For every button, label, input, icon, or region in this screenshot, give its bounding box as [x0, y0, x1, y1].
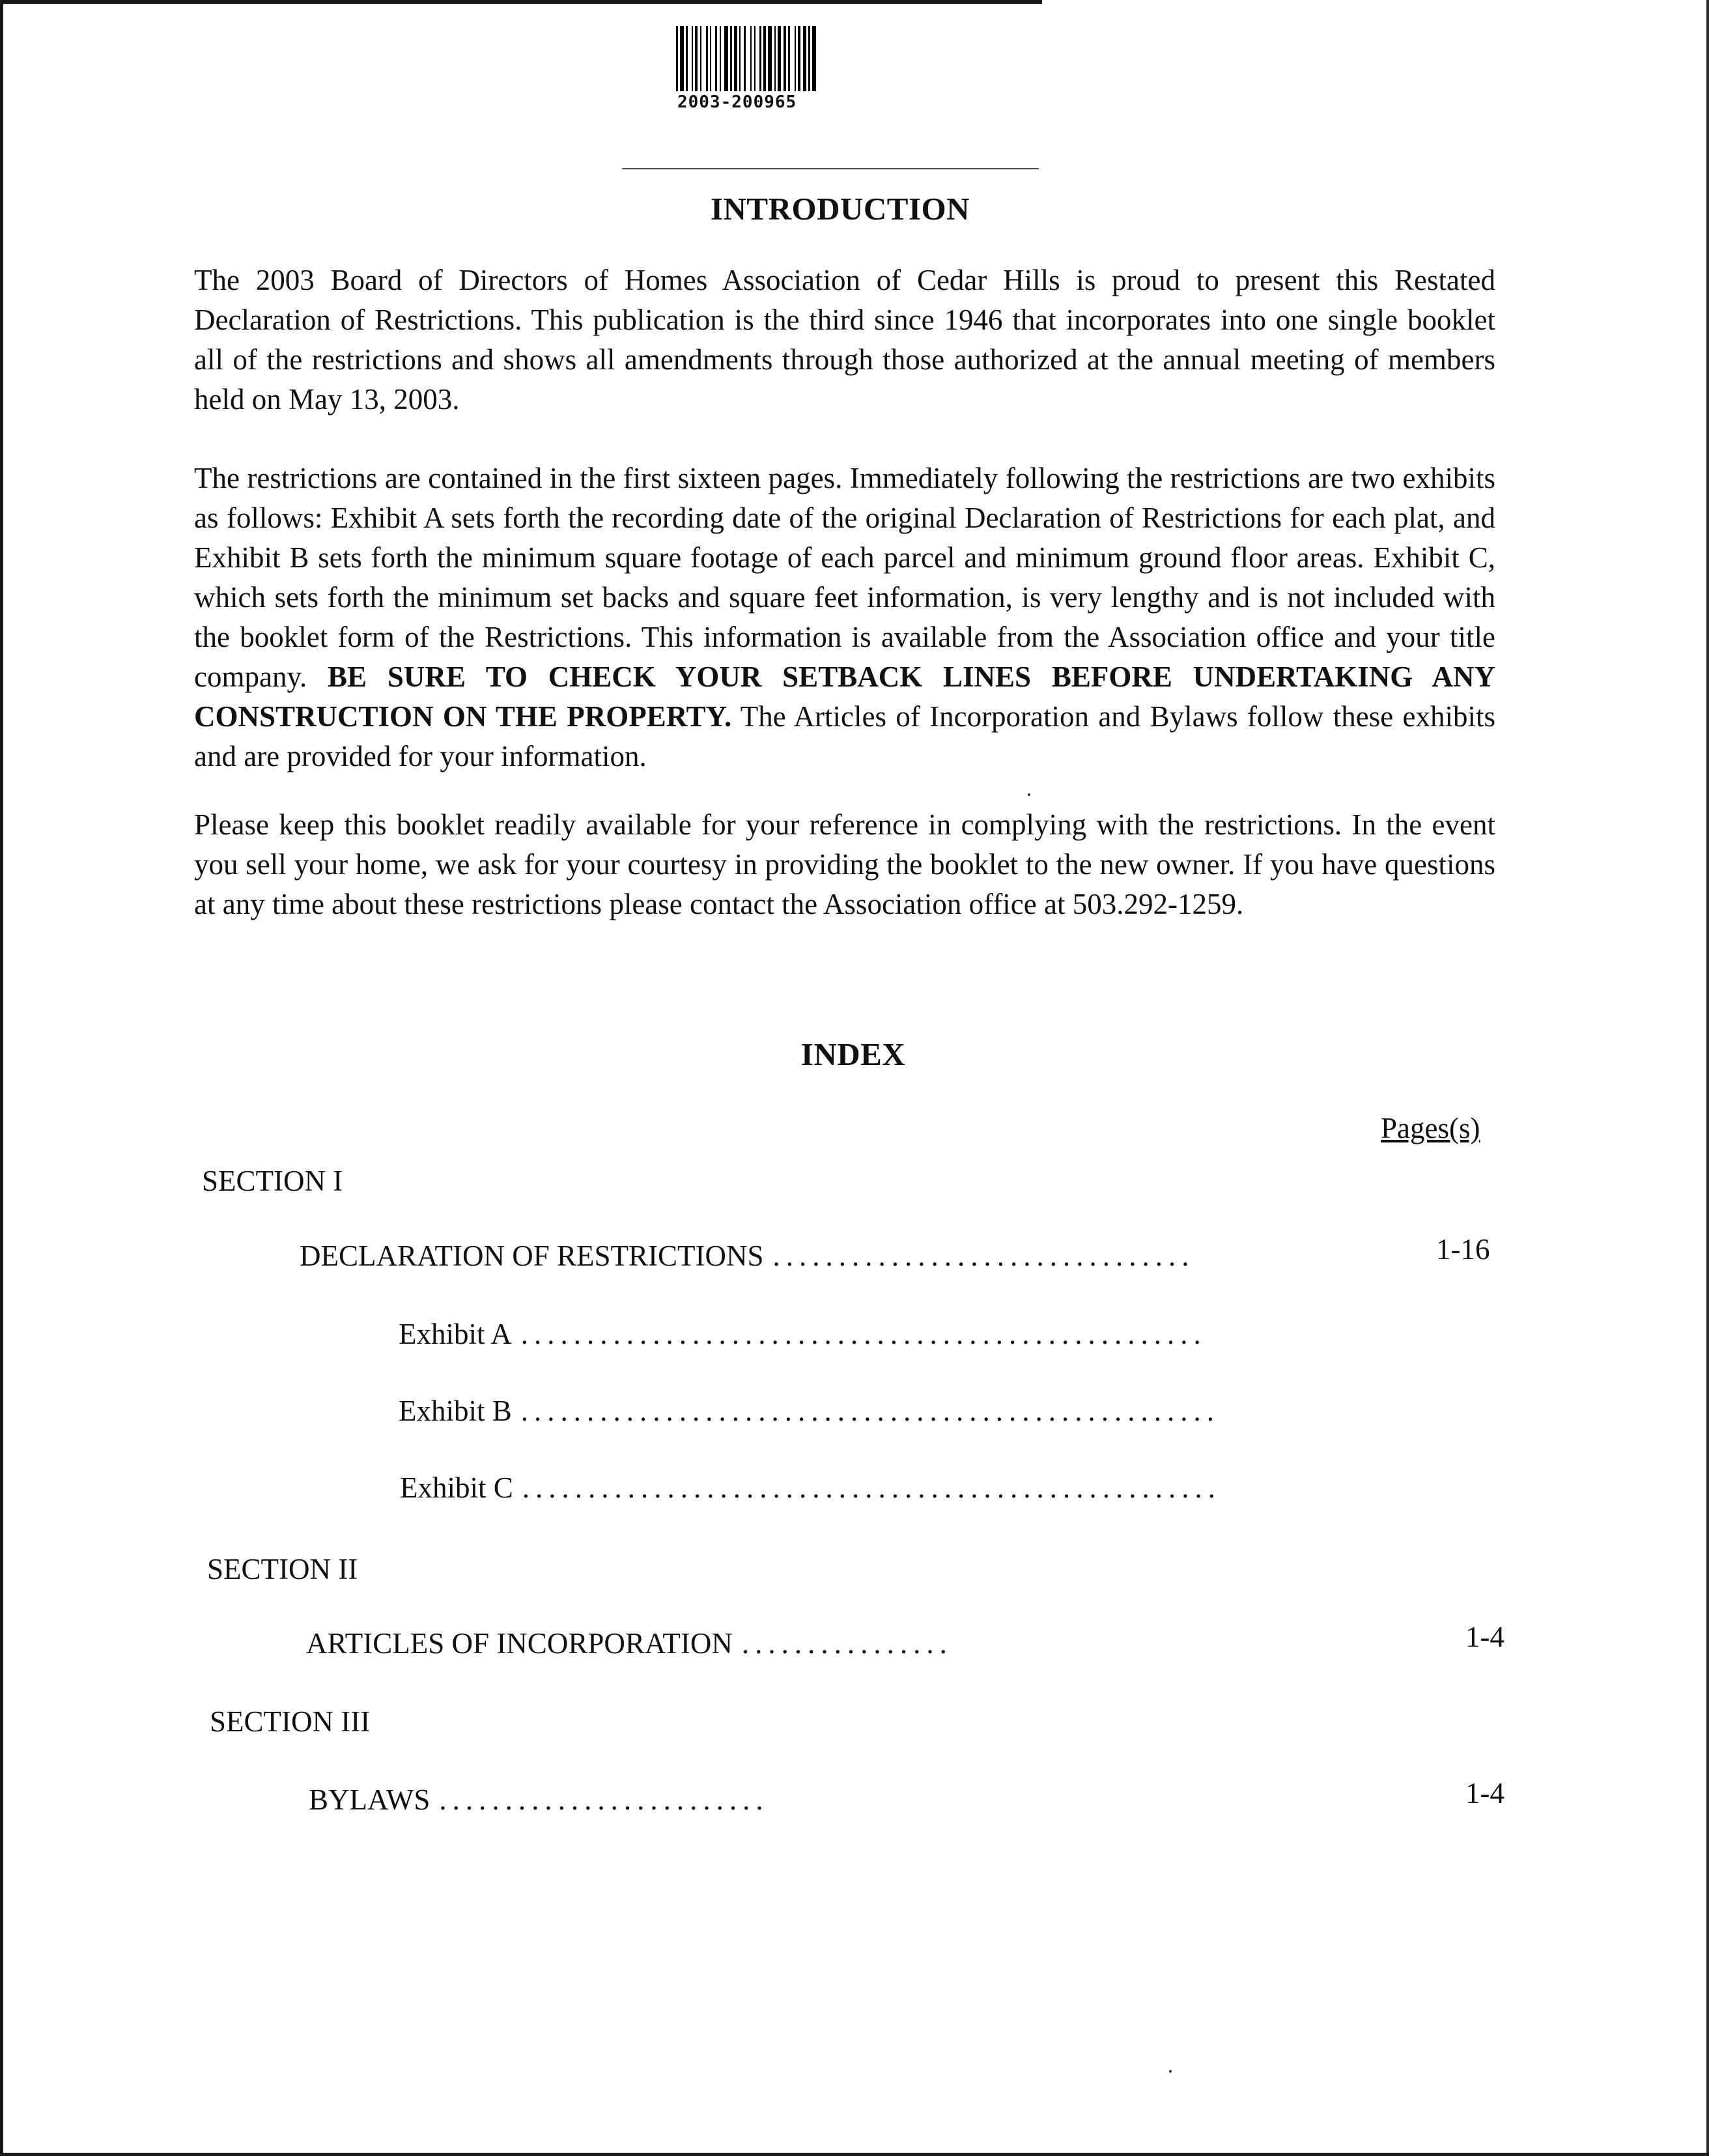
toc-entry-title: DECLARATION OF RESTRICTIONS [300, 1240, 764, 1272]
barcode-bar [788, 26, 790, 91]
barcode-number: 2003-200965 [677, 92, 797, 112]
section-label: SECTION II [207, 1553, 358, 1585]
section-label: SECTION III [210, 1705, 371, 1738]
barcode-bar [695, 26, 698, 91]
barcode-bar [803, 26, 806, 91]
toc-entry-pages: 1-16 [1436, 1233, 1490, 1266]
toc-leader-dots: ......................... [439, 1783, 769, 1816]
toc-leader-dots: .................................................... [520, 1318, 1207, 1350]
toc-entry-exhibit-c [400, 1471, 1221, 1505]
barcode-bar [710, 26, 711, 91]
toc-entry-declaration [300, 1239, 1195, 1273]
barcode-bar [680, 26, 684, 91]
barcode-bar [676, 26, 678, 91]
barcode-bar [750, 26, 752, 91]
barcode-bar [730, 26, 732, 91]
barcode-bar [759, 26, 761, 91]
toc-entry-title: Exhibit A [399, 1318, 512, 1350]
toc-entry-title: ARTICLES OF INCORPORATION [306, 1627, 733, 1660]
barcode-bar [715, 26, 717, 91]
barcode-bar [700, 26, 701, 91]
horizontal-rule [622, 168, 1039, 169]
setback-warning: BE SURE TO CHECK YOUR SETBACK LINES BEFORE UNDERTAKING ANY CONSTRUCTION ON THE PROPERTY. [194, 660, 1495, 733]
barcode-bar [774, 26, 776, 91]
toc-leader-dots: ................ [741, 1627, 953, 1660]
toc-leader-dots: ..................................................... [520, 1395, 1221, 1427]
intro-paragraph-2-text-b: The Articles of Incorporation and Bylaws follow these exhibits and are provided for your information. [194, 700, 1495, 773]
scan-border-left [0, 0, 3, 2156]
barcode-bar [744, 26, 746, 91]
barcode-bar [768, 26, 772, 91]
toc-entry-exhibit-a [399, 1317, 1207, 1351]
scan-border-right [1706, 0, 1709, 2156]
scan-speck [1169, 2070, 1172, 2073]
toc-entry-exhibit-b [399, 1394, 1220, 1428]
toc-entry-title: Exhibit C [400, 1471, 513, 1504]
barcode-bar [763, 26, 766, 91]
barcode-bar [812, 26, 816, 91]
toc-leader-dots: ................................ [772, 1240, 1195, 1272]
barcode-bar [784, 26, 786, 91]
index-title: INDEX [800, 1036, 906, 1072]
toc-entry-pages: 1-4 [1465, 1621, 1504, 1653]
toc-leader-dots: ..................................................... [522, 1471, 1222, 1504]
barcode-bar [686, 26, 688, 91]
scan-border-bottom [0, 2153, 1709, 2156]
intro-paragraph-2-text-a: The restrictions are contained in the first sixteen pages. Immediately following the restrictions are two exhibits as follows: Exhibit A sets forth the recording date of the original Declaration of Restrictions for each plat, and Exhibit B sets forth the minimum square footage of each parcel and minimum ground floor areas. Exhibit C, which sets forth the minimum set backs and square feet information, is very lengthy and is not included with the booklet form of the Restrictions. This information is available from the Association office and your title company. [194, 462, 1495, 693]
barcode [676, 26, 972, 91]
toc-entry-title: BYLAWS [309, 1783, 431, 1816]
barcode-bar [720, 26, 721, 91]
pages-column-header: Pages(s) [1381, 1112, 1480, 1144]
barcode-bar [734, 26, 737, 91]
barcode-bar [798, 26, 800, 91]
barcode-bar [795, 26, 796, 91]
intro-paragraph-3: Please keep this booklet readily available for your reference in complying with the restrictions. In the event you sell your home, we ask for your courtesy in providing the booklet to the new owner. If you have questions at any time about these restrictions please contact the Association office at 503.292-1259. [194, 808, 1495, 920]
barcode-bar [724, 26, 728, 91]
barcode-bar [754, 26, 756, 91]
toc-entry-pages: 1-4 [1465, 1777, 1504, 1809]
barcode-bar [778, 26, 781, 91]
scan-border-top [0, 0, 1042, 4]
toc-entry-bylaws [309, 1783, 769, 1817]
barcode-bar [739, 26, 741, 91]
intro-paragraph-2 [194, 459, 1495, 776]
barcode-bar [692, 26, 693, 91]
introduction-title: INTRODUCTION [710, 191, 970, 227]
barcode-bar [706, 26, 708, 91]
section-label: SECTION I [202, 1165, 343, 1197]
barcode-graphic [676, 26, 972, 91]
toc-entry-title: Exhibit B [399, 1395, 512, 1427]
barcode-bar [808, 26, 810, 91]
scan-speck [1028, 793, 1030, 796]
toc-entry-articles [306, 1626, 953, 1660]
intro-paragraph-1: The 2003 Board of Directors of Homes Association of Cedar Hills is proud to present this Restated Declaration of Restrictions. This publication is the third since 1946 that incorporates into one single booklet all of the restrictions and shows all amendments through those authorized at the annual meeting of members held on May 13, 2003. [194, 264, 1495, 416]
